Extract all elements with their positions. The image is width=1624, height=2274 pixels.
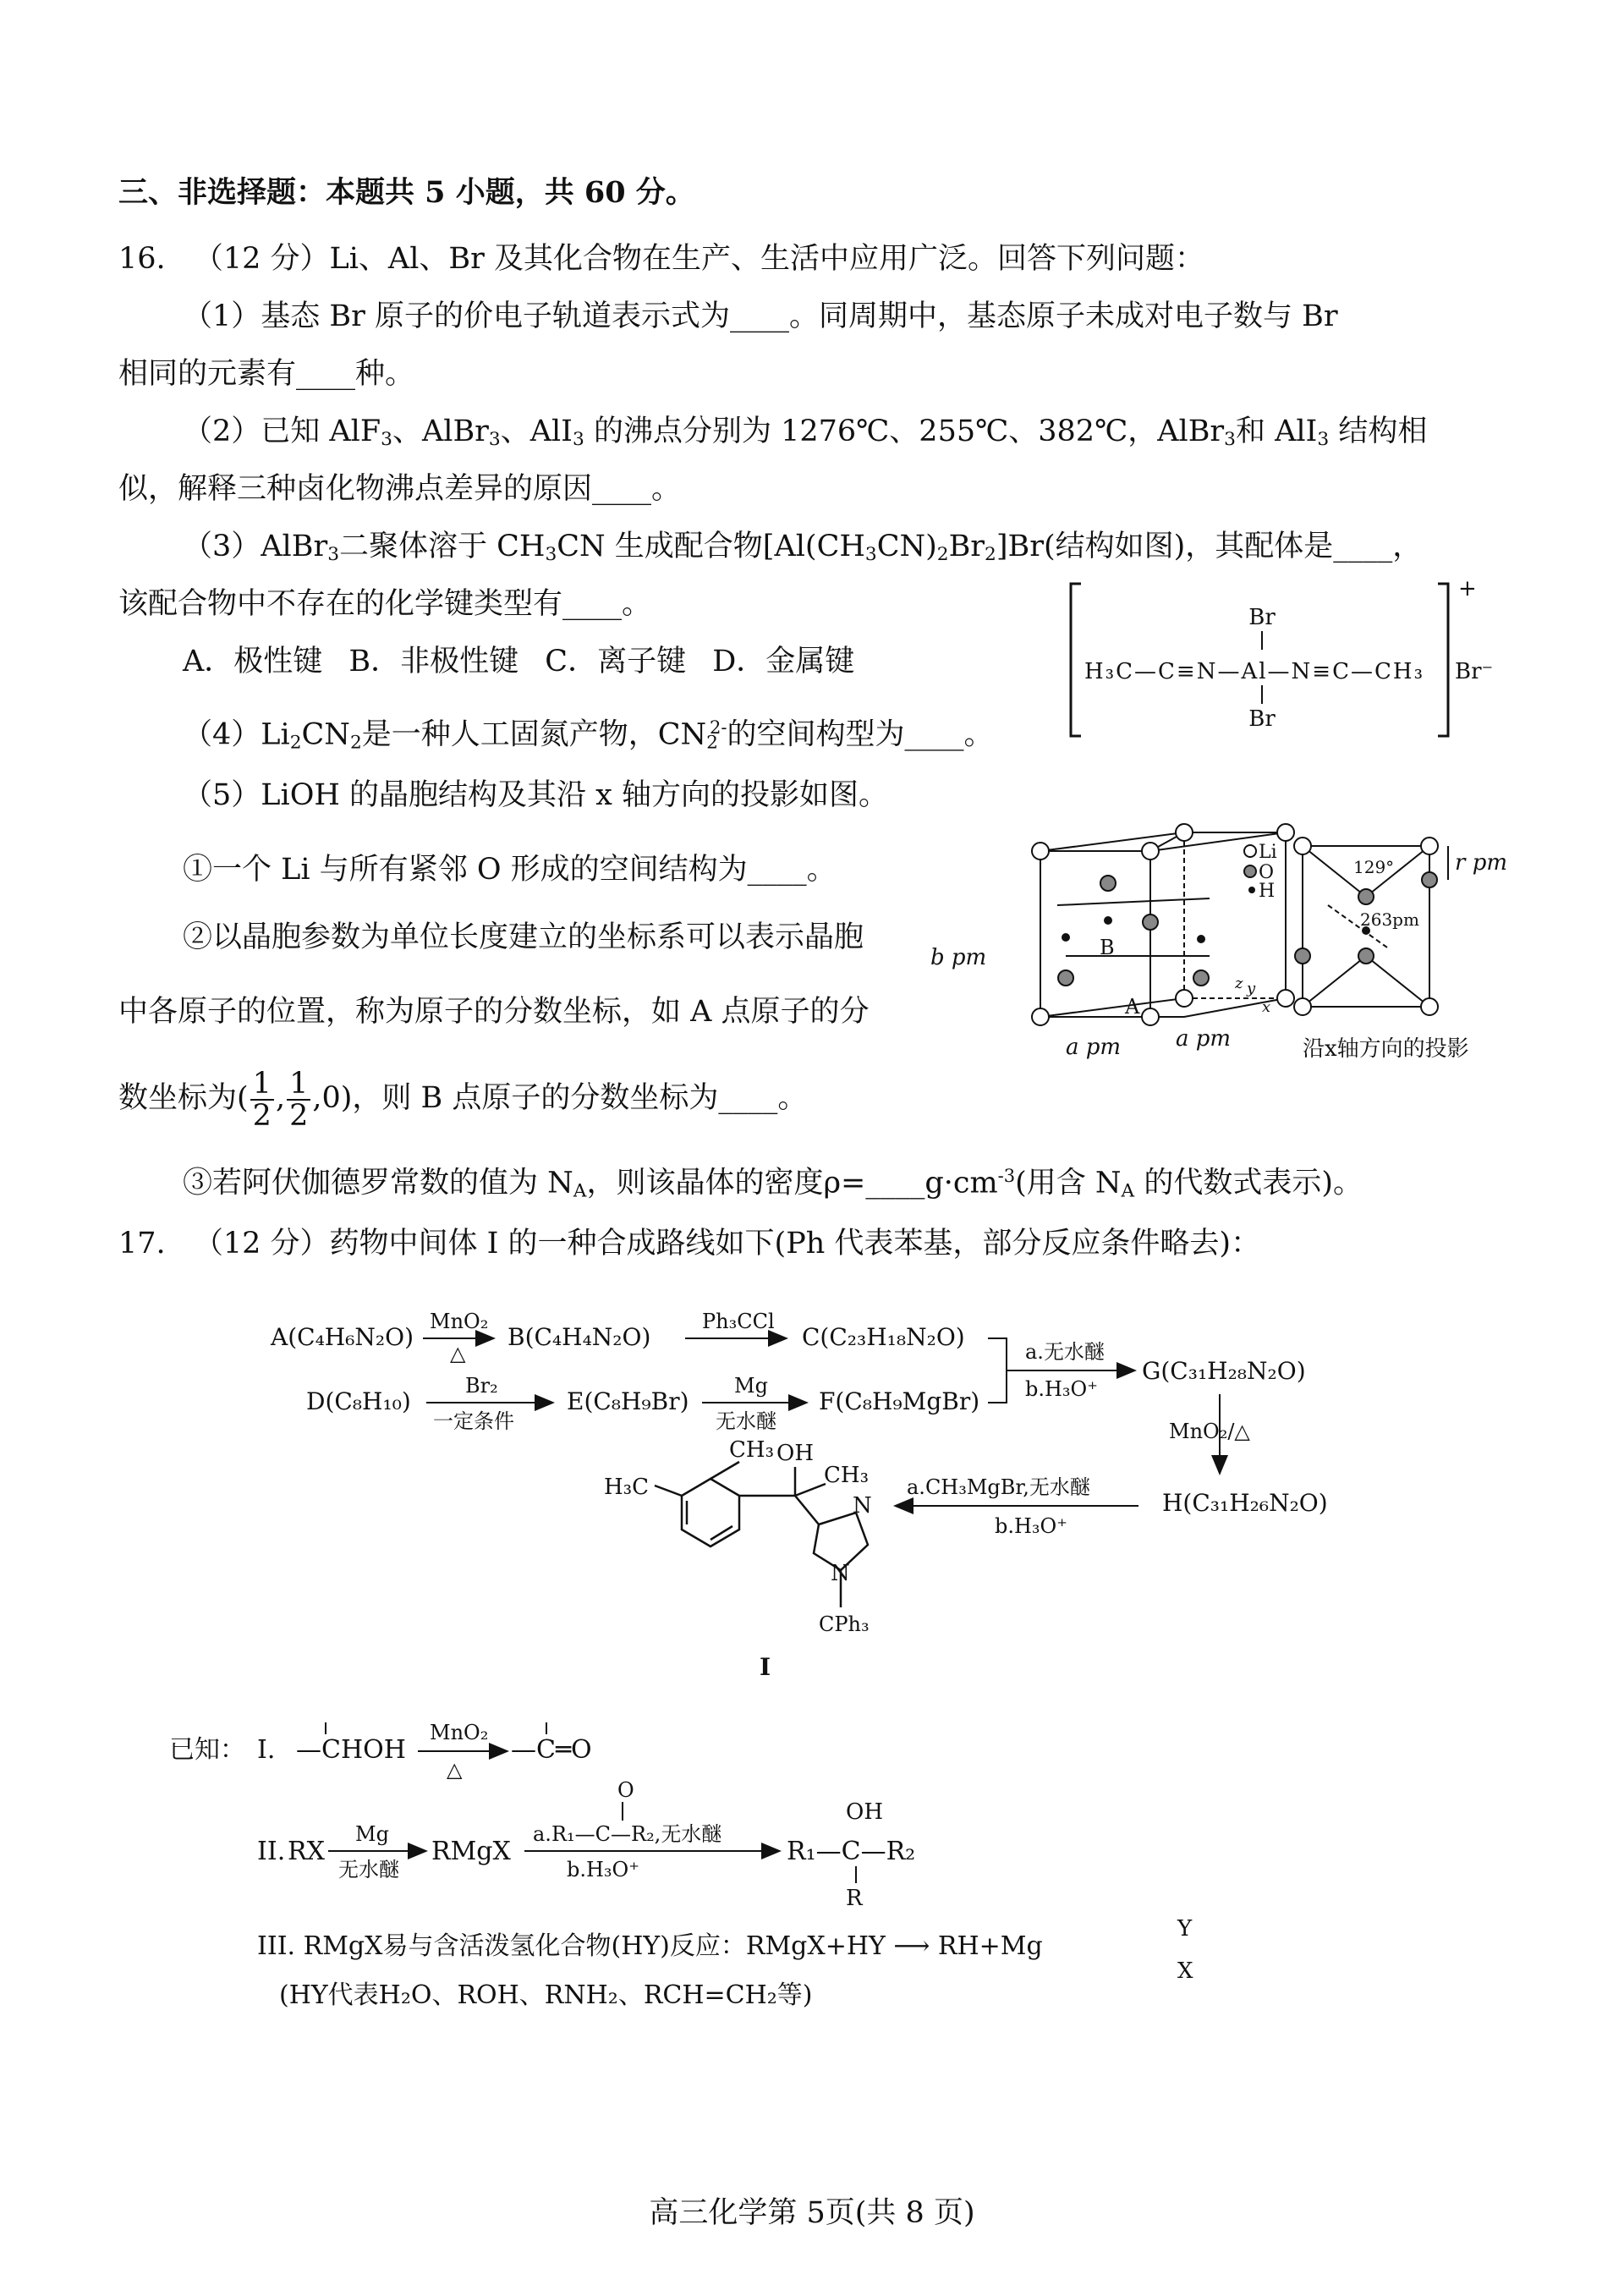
svg-text:MnO₂: MnO₂ <box>430 1310 489 1333</box>
svg-text:CH₃: CH₃ <box>824 1463 869 1488</box>
r-pm-label: r pm <box>1455 850 1507 876</box>
svg-text:II.: II. <box>257 1837 286 1866</box>
compound-h: H(C₃₁H₂₆N₂O) <box>1162 1489 1328 1517</box>
q16-p1b: 相同的元素有____种。 <box>118 357 415 391</box>
q16-p5: （5）LiOH 的晶胞结构及其沿 x 轴方向的投影如图。 <box>183 778 889 812</box>
axis-y: y <box>1247 980 1256 997</box>
svg-text:RMgX: RMgX <box>431 1837 511 1866</box>
option-b: B．非极性键 <box>348 645 519 678</box>
svg-text:O: O <box>617 1778 634 1802</box>
svg-text:OH: OH <box>776 1441 814 1466</box>
svg-text:MnO₂/△: MnO₂/△ <box>1169 1420 1250 1443</box>
lioh-crystal-figure <box>930 829 1507 1083</box>
q16-p5-2a: ②以晶胞参数为单位长度建立的坐标系可以表示晶胞 <box>183 920 864 954</box>
q16-p5-2c: 数坐标为( $\frac{1}{2}$ , $\frac{1}{2}$ ,0)，则 B 点原子的分数坐标为____。 <box>118 1066 808 1133</box>
option-a: A．极性键 <box>183 645 323 678</box>
option-c: C．离子键 <box>545 645 687 678</box>
svg-text:△: △ <box>447 1758 463 1782</box>
svg-text:b.H₃O⁺: b.H₃O⁺ <box>567 1858 639 1881</box>
legend-o: O <box>1259 862 1275 883</box>
q16-header <box>118 239 1204 279</box>
svg-text:RX: RX <box>288 1837 325 1866</box>
known3-line1: III. RMgX易与含活泼氢化合物(HY)反应：RMgX+HY ⟶ RH+Mg <box>257 1931 1043 1961</box>
svg-text:R: R <box>846 1886 863 1911</box>
svg-text:Y: Y <box>1177 1916 1193 1942</box>
synthesis-scheme <box>254 1294 1421 1692</box>
distance-label: 263pm <box>1360 909 1419 930</box>
complex-main-chain: H₃C—C≡N—Al—N≡C—CH₃ <box>1084 659 1423 684</box>
compound-f: F(C₈H₉MgBr) <box>819 1387 980 1415</box>
q16-p2: （2）已知 AlF$_3$、AlBr$_3$、AlI$_3$ 的沸点分别为 1276℃、255℃、382℃，AlBr$_3$和 AlI$_3$ 结构相 <box>183 415 1428 450</box>
compound-i-label: I <box>760 1653 771 1681</box>
svg-text:—CHOH: —CHOH <box>296 1735 406 1765</box>
compound-d: D(C₈H₁₀) <box>306 1387 411 1415</box>
svg-text:Ph₃CCl: Ph₃CCl <box>702 1310 775 1333</box>
svg-text:一定条件: 一定条件 <box>433 1409 514 1433</box>
page-footer: 高三化学第 5页(共 8 页) <box>649 2196 975 2230</box>
svg-text:a.无水醚: a.无水醚 <box>1025 1340 1105 1364</box>
legend-h: H <box>1259 881 1276 902</box>
q16-p5-2b: 中各原子的位置，称为原子的分数坐标，如 A 点原子的分 <box>118 995 870 1029</box>
q16-intro: Li、Al、Br 及其化合物在生产、生活中应用广泛。回答下列问题： <box>329 242 1204 276</box>
section-title: 三、非选择题：本题共 5 小题，共 60 分。 <box>118 175 695 210</box>
known3-line2: (HY代表H₂O、ROH、RNH₂、RCH=CH₂等) <box>279 1980 813 2010</box>
svg-text:MnO₂: MnO₂ <box>430 1721 489 1744</box>
counter-ion: Br⁻ <box>1455 659 1494 684</box>
svg-text:I.: I. <box>257 1735 276 1765</box>
q17-intro: 药物中间体 I 的一种合成路线如下(Ph 代表苯基，部分反应条件略去)： <box>329 1227 1261 1261</box>
q16-p4: $(4)Li_2CN_2$是一种人工固氮产物，$CN_2^{2-}$的空间构型为____。 <box>183 717 994 754</box>
legend-li: Li <box>1259 842 1277 863</box>
compound-c: C(C₂₃H₁₈N₂O) <box>802 1323 965 1351</box>
svg-text:CPh₃: CPh₃ <box>819 1612 870 1636</box>
svg-text:H₃C: H₃C <box>604 1475 649 1500</box>
svg-text:N: N <box>831 1561 850 1586</box>
svg-text:OH: OH <box>846 1799 883 1825</box>
point-a-label: A <box>1125 995 1140 1019</box>
charge-plus: + <box>1458 576 1477 601</box>
compound-b: B(C₄H₄N₂O) <box>508 1323 651 1351</box>
axis-z: z <box>1235 975 1243 992</box>
svg-text:CH₃: CH₃ <box>729 1437 774 1463</box>
axis-x: x <box>1262 998 1271 1016</box>
q17-score: （12 分） <box>193 1227 330 1261</box>
point-b-label: B <box>1100 936 1115 959</box>
angle-label: 129° <box>1353 857 1395 877</box>
q16-score: （12 分） <box>193 242 330 276</box>
q16-p3: （3）AlBr$_3$二聚体溶于 $CH_3CN$ 生成配合物$[Al(CH_3CN)_2Br_2]Br$(结构如图)，其配体是____， <box>183 530 1423 565</box>
svg-text:Mg: Mg <box>355 1822 389 1846</box>
q17-number: 17. <box>118 1227 166 1261</box>
br-bottom-label: Br <box>1248 706 1276 732</box>
br-top-label: Br <box>1248 605 1276 630</box>
q16-p3-line2: 该配合物中不存在的化学键类型有____。 <box>118 587 652 621</box>
a-pm-label-1: a pm <box>1066 1035 1122 1060</box>
q16-p5-3: ③若阿伏伽德罗常数的值为 $N_A$，则该晶体的密度$\rho=\_\_\_\_g\cdot cm^{-3}$(用含 $N_A$ 的代数式表示)。 <box>183 1166 1363 1202</box>
svg-text:Br₂: Br₂ <box>465 1374 498 1398</box>
svg-text:无水醚: 无水醚 <box>716 1409 776 1433</box>
compound-g: G(C₃₁H₂₈N₂O) <box>1142 1357 1306 1385</box>
svg-text:Mg: Mg <box>734 1374 768 1398</box>
q16-p2-line2: 似，解释三种卤化物沸点差异的原因____。 <box>118 472 682 506</box>
svg-text:b.H₃O⁺: b.H₃O⁺ <box>995 1514 1067 1538</box>
svg-text:R₁—C—R₂: R₁—C—R₂ <box>787 1837 916 1866</box>
projection-label: 沿x轴方向的投影 <box>1303 1036 1469 1062</box>
q16-p5-1: ①一个 Li 与所有紧邻 O 形成的空间结构为____。 <box>183 853 837 887</box>
q17-header <box>118 1223 1260 1264</box>
compound-a: A(C₄H₆N₂O) <box>271 1323 414 1351</box>
q16-number: 16. <box>118 242 166 276</box>
q16-options <box>183 641 854 682</box>
complex-structure-diagram <box>1067 576 1494 750</box>
svg-text:a.CH₃MgBr,无水醚: a.CH₃MgBr,无水醚 <box>907 1475 1090 1499</box>
q16-p1a: （1）基态 Br 原子的价电子轨道表示式为____。同周期中，基态原子未成对电子数与 Br <box>183 299 1338 333</box>
svg-text:—C═O: —C═O <box>511 1735 592 1765</box>
a-pm-label-2: a pm <box>1176 1026 1232 1052</box>
svg-text:无水醚: 无水醚 <box>338 1858 399 1881</box>
svg-text:a.R₁—C—R₂,无水醚: a.R₁—C—R₂,无水醚 <box>533 1822 722 1846</box>
option-d: D．金属键 <box>712 645 855 678</box>
svg-text:N: N <box>853 1493 872 1519</box>
b-pm-label: b pm <box>930 945 987 970</box>
svg-text:X: X <box>1177 1958 1193 1984</box>
known-reactions <box>169 1709 1438 2030</box>
svg-text:b.H₃O⁺: b.H₃O⁺ <box>1025 1377 1098 1401</box>
compound-e: E(C₈H₉Br) <box>567 1387 689 1415</box>
known-label: 已知： <box>169 1735 245 1765</box>
svg-text:△: △ <box>450 1342 466 1365</box>
